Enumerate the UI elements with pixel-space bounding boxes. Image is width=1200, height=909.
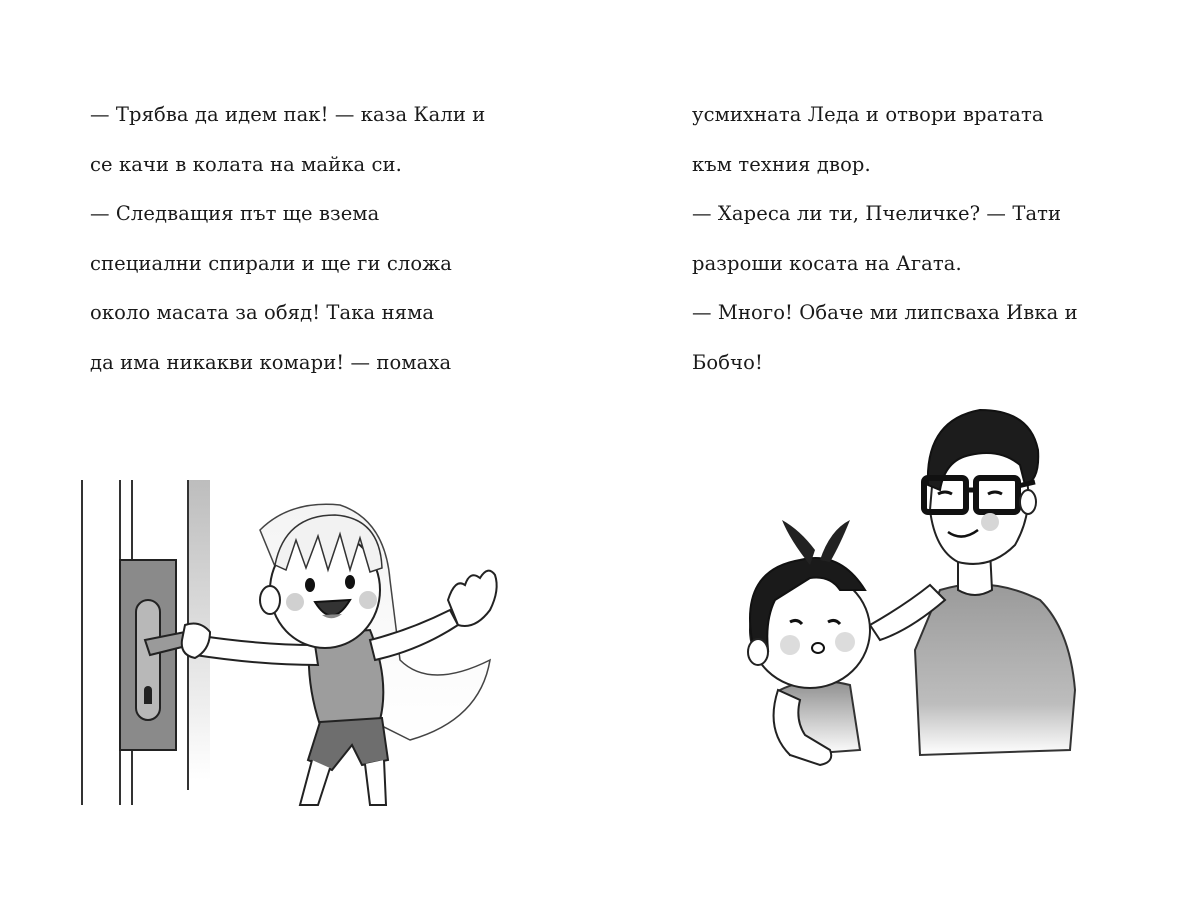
text-line: — Много! Обаче ми липсваха Ивка и (692, 301, 1078, 325)
text-line: към техния двор. (692, 152, 871, 176)
text-line: разроши косата на Агата. (692, 251, 962, 275)
text-line: — Следващия път ще взема (90, 202, 380, 226)
father-and-daughter-illustration (690, 390, 1110, 810)
text-line: Бобчо! (692, 350, 763, 374)
text-line: усмихната Леда и отвори вратата (692, 103, 1044, 126)
door-handle (120, 560, 190, 750)
girl-at-door-illustration (70, 460, 510, 810)
text-line: специални спирали и ще ги сложа (90, 251, 452, 275)
right-page-text (692, 90, 1132, 388)
text-line: — Хареса ли ти, Пчеличке? — Тати (692, 202, 1062, 226)
text-line: около масата за обяд! Така няма (90, 301, 435, 325)
text-line: се качи в колата на майка си. (90, 152, 402, 176)
text-line: — Трябва да идем пак! — каза Кали и (90, 103, 486, 126)
left-page-text (90, 90, 520, 388)
text-line: да има никакви комари! — помаха (90, 350, 452, 374)
